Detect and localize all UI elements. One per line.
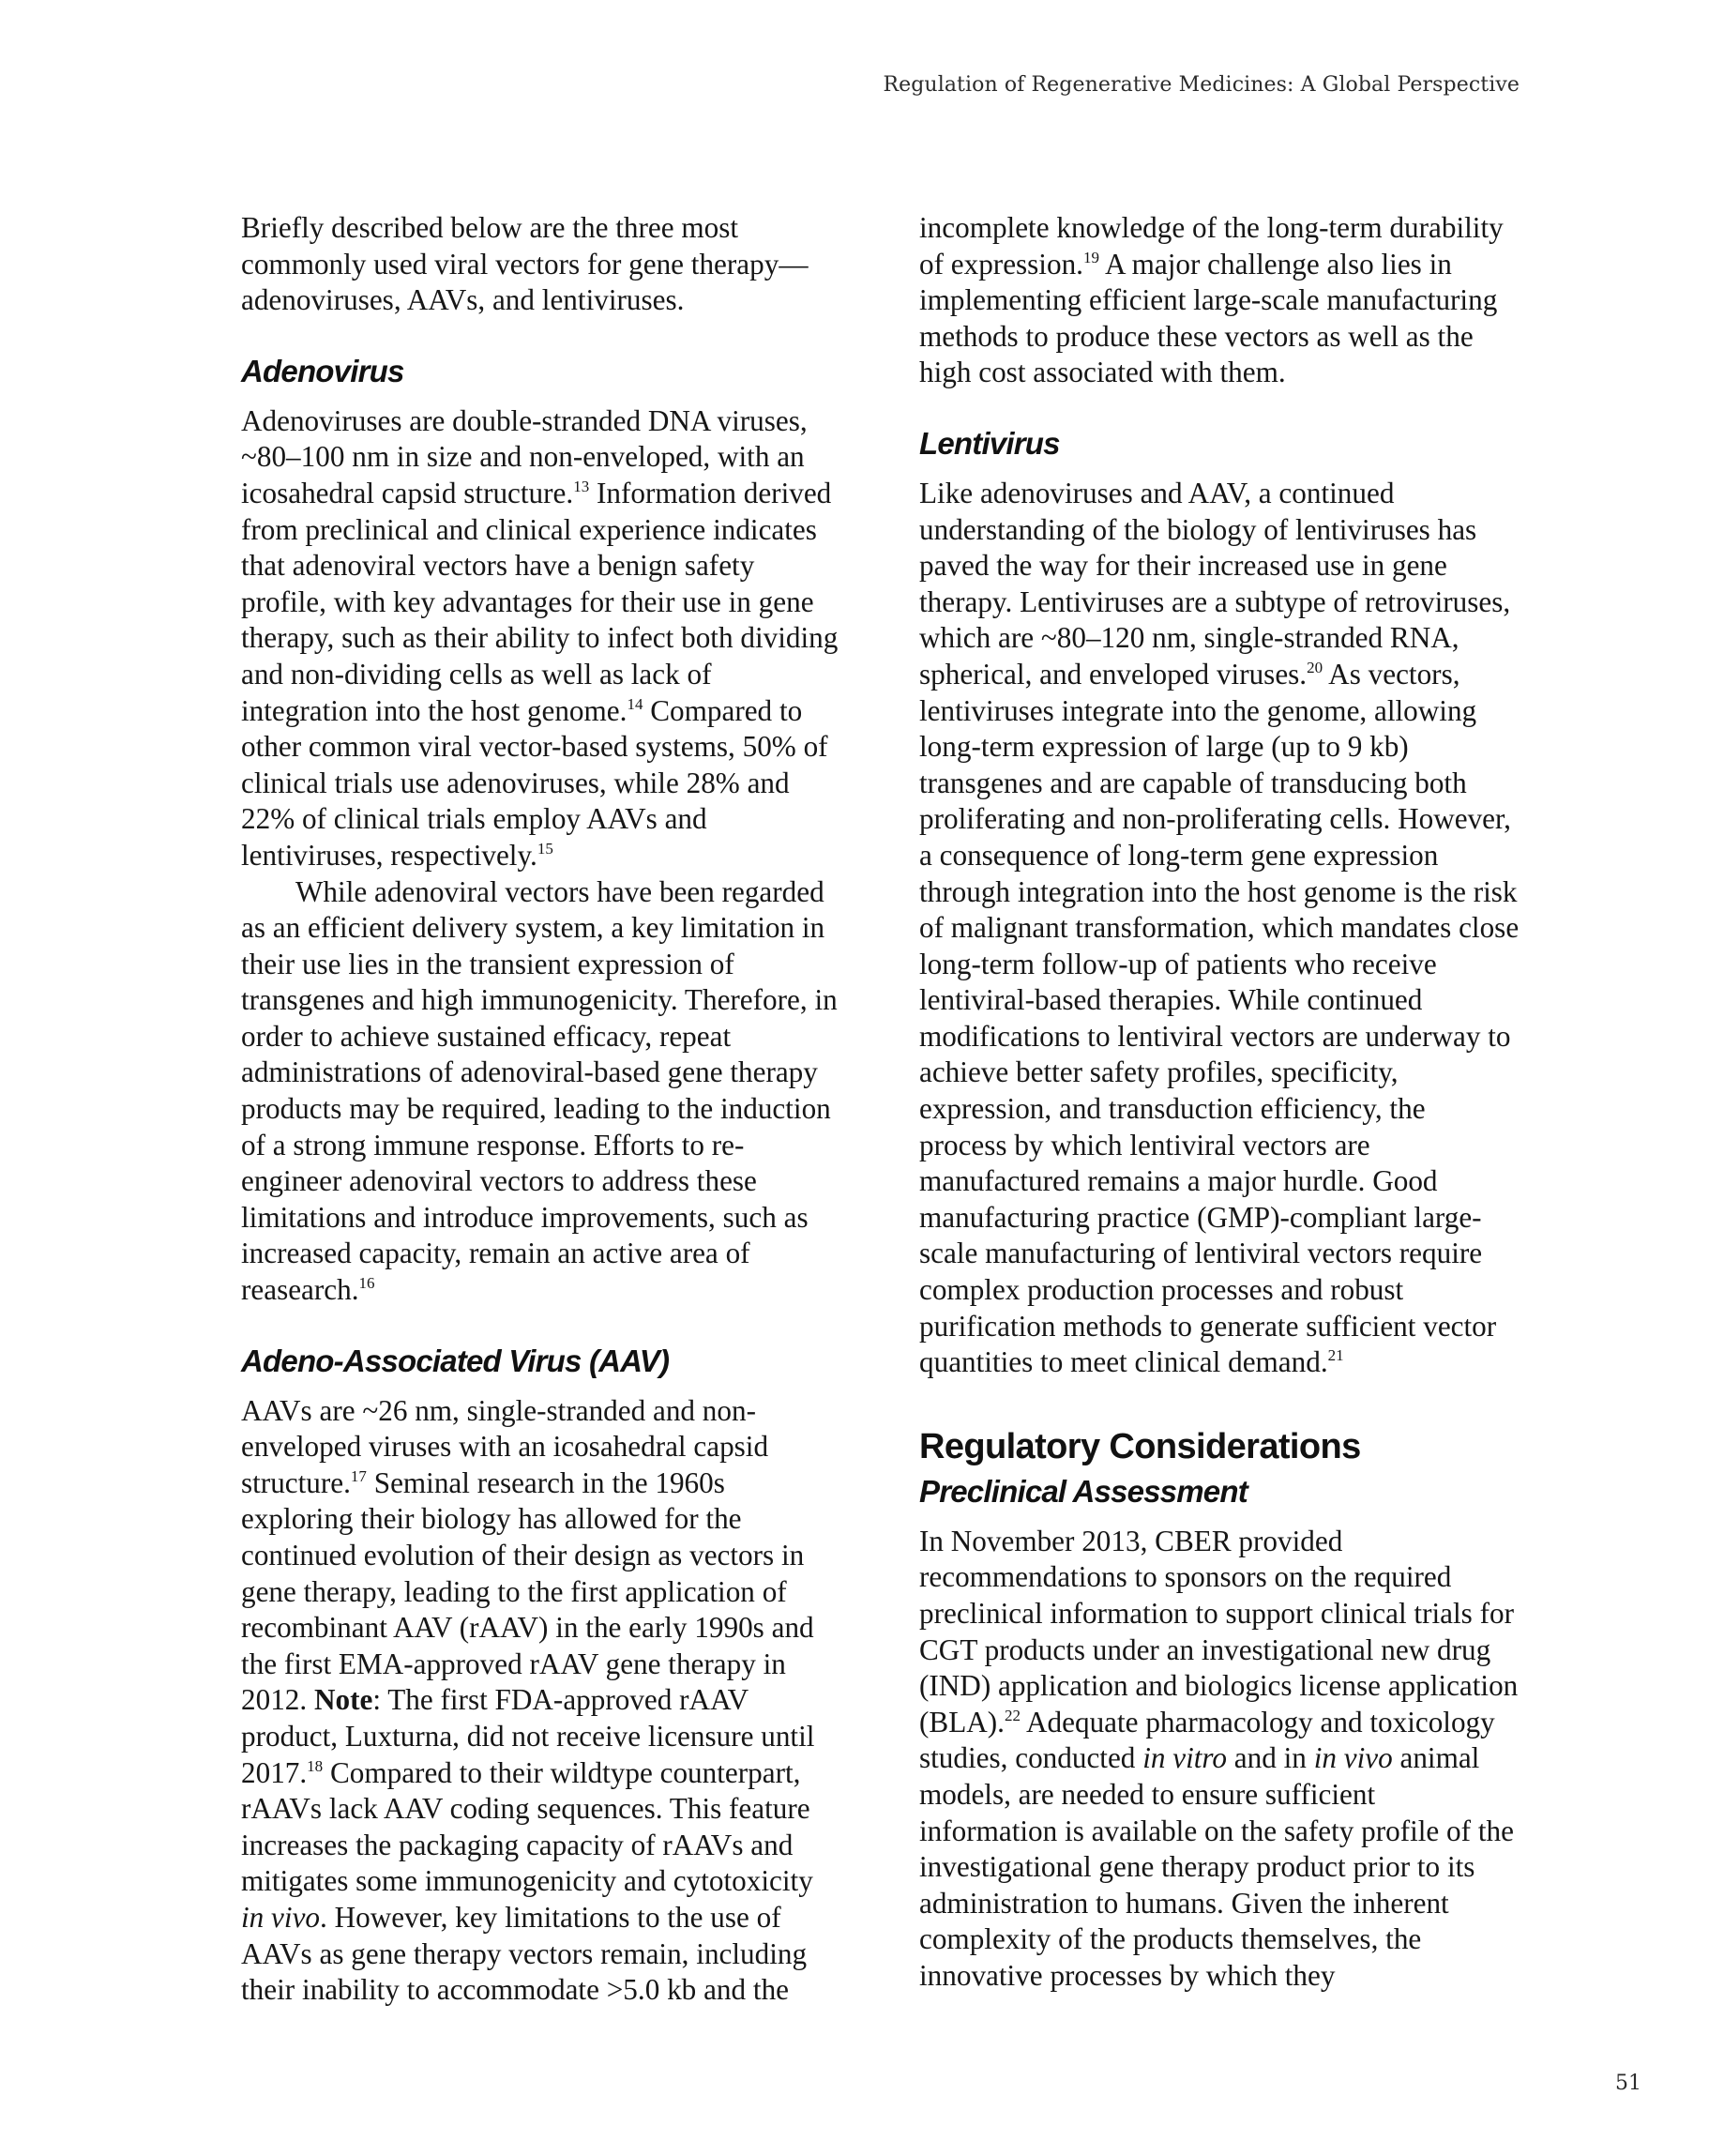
left-column: [241, 210, 841, 2009]
page-number: 51: [1615, 2072, 1641, 2095]
heading-aav: Adeno-Associated Virus (AAV): [241, 1343, 670, 1378]
intro-paragraph: Briefly described below are the three most commonly used viral vectors for gene therapy—adenoviruses, AAVs, and lentiviruses.: [241, 211, 809, 317]
footnote-ref[interactable]: 19: [1082, 248, 1099, 266]
heading-regulatory-considerations: Regulatory Considerations: [919, 1426, 1361, 1466]
footnote-ref[interactable]: 20: [1307, 658, 1323, 676]
note-label: Note: [313, 1683, 373, 1717]
footnote-ref[interactable]: 16: [358, 1274, 375, 1293]
aav-continued-paragraph: incomplete knowledge of the long-term durability of expression.$^{19}$ A major challenge also lies in implementing efficient large-scale manufacturing methods to produce these vectors as well as the high cost associated with them.: [919, 211, 1504, 389]
footnote-ref[interactable]: 22: [1004, 1706, 1021, 1724]
adenovirus-paragraph-2: While adenoviral vectors have been regarded as an efficient delivery system, a key limitation in their use lies in the transient expression of transgenes and high immunogenicity. Therefore, in order to achieve sustained efficacy, repeat administrations of adenoviral-based gene therapy products may be required, leading to the induction of a strong immune response. Efforts to re-engineer adenoviral vectors to address these limitations and introduce improvements, such as increased capacity, remain an active area of reasearch.$^{16}$: [241, 874, 838, 1307]
right-column: [919, 210, 1520, 1995]
lentivirus-paragraph-1: Like adenoviruses and AAV, a continued understanding of the biology of lentiviruses has paved the way for their increased use in gene therapy. Lentiviruses are a subtype of retroviruses, which are ~80–120 nm, single-stranded RNA, spherical, and enveloped viruses.$^{20}$ As vectors, lentiviruses integrate into the genome, allowing long-term expression of large (up to 9 kb) transgenes and are capable of transducing both proliferating and non-proliferating cells. However, a consequence of long-term gene expression through integration into the host genome is the risk of malignant transformation, which mandates close long-term follow-up of patients who receive lentiviral-based therapies. While continued modifications to lentiviral vectors are underway to achieve better safety profiles, specificity, expression, and transduction efficiency, the process by which lentiviral vectors are manufactured remains a major hurdle. Good manufacturing practice (GMP)-compliant large-scale manufacturing of lentiviral vectors require complex production processes and robust purification methods to generate sufficient vector quantities to meet clinical demand.$^{21}$: [919, 476, 1520, 1379]
footnote-ref[interactable]: 13: [573, 477, 590, 495]
footnote-ref[interactable]: 18: [307, 1756, 324, 1775]
footnote-ref[interactable]: 14: [627, 694, 643, 713]
heading-lentivirus: Lentivirus: [919, 425, 1060, 461]
preclinical-paragraph-1: In November 2013, CBER provided recommendations to sponsors on the required preclinical information to support clinical trials for CGT products under an investigational new drug (IND) application and biologics license application (BLA).$^{22}$ Adequate pharmacology and toxicology studies, conducted in vitro and in in vivo animal models, are needed to ensure sufficient information is available on the safety profile of the investigational gene therapy product prior to its administration to humans. Given the inherent complexity of the products themselves, the innovative processes by which they: [919, 1524, 1519, 1992]
adenovirus-paragraph-1: Adenoviruses are double-stranded DNA viruses, ~80–100 nm in size and non-enveloped, with an icosahedral capsid structure.$^{13}$ Information derived from preclinical and clinical experience indicates that adenoviral vectors have a benign safety profile, with key advantages for their use in gene therapy, such as their ability to infect both dividing and non-dividing cells as well as lack of integration into the host genome.$^{14}$ Compared to other common viral vector-based systems, 50% of clinical trials use adenoviruses, while 28% and 22% of clinical trials employ AAVs and lentiviruses, respectively.$^{15}$: [241, 403, 839, 872]
heading-preclinical-assessment: Preclinical Assessment: [919, 1473, 1248, 1509]
aav-paragraph-1: AAVs are ~26 nm, single-stranded and non-enveloped viruses with an icosahedral capsid structure.$^{17}$ Seminal research in the 1960s exploring their biology has allowed for the continued evolution of their design as vectors in gene therapy, leading to the first application of recombinant AAV (rAAV) in the early 1990s and the first EMA-approved rAAV gene therapy in 2012. Note: The first FDA-approved rAAV product, Luxturna, did not receive licensure until 2017.18 Compared to their wildtype counterpart, rAAVs lack AAV coding sequences. This feature increases the packaging capacity of rAAVs and mitigates some immunogenicity and cytotoxicity in vivo. However, key limitations to the use of AAVs as gene therapy vectors remain, including their inability to accommodate >5.0 kb and the: [241, 1393, 815, 2007]
footnote-ref[interactable]: 21: [1327, 1346, 1344, 1365]
running-header: Regulation of Regenerative Medicines: A Global Perspective: [883, 73, 1520, 97]
footnote-ref[interactable]: 17: [350, 1466, 367, 1485]
footnote-ref[interactable]: 15: [537, 839, 553, 858]
heading-adenovirus: Adenovirus: [241, 353, 404, 388]
